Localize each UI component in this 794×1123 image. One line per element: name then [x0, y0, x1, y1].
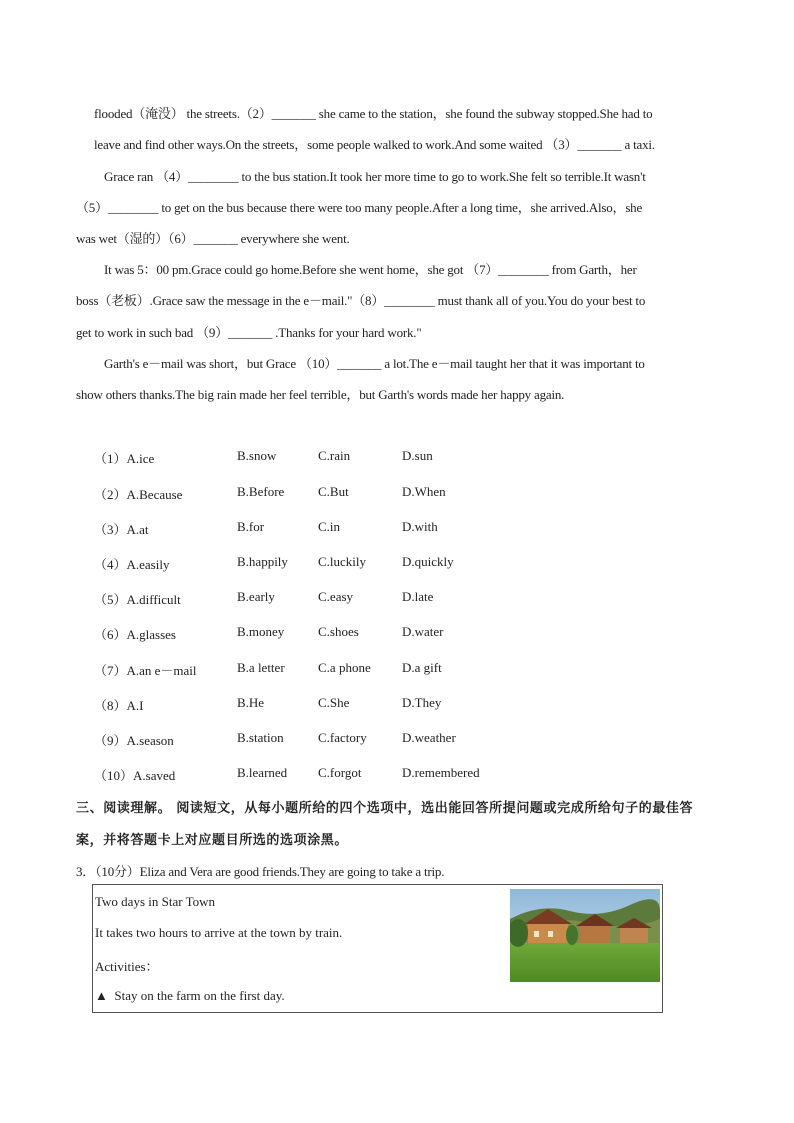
option-a: （8）A.I: [94, 698, 144, 713]
box-line: It takes two hours to arrive at the town by train.: [95, 925, 343, 940]
option-b: B.money: [237, 624, 285, 639]
option-b: B.a letter: [237, 660, 285, 675]
option-c: C.factory: [318, 730, 367, 745]
option-a: （5）A.difficult: [94, 592, 181, 607]
option-a: （4）A.easily: [94, 557, 170, 572]
option-a: （3）A.at: [94, 522, 149, 537]
option-d: D.with: [402, 519, 438, 534]
option-d: D.They: [402, 695, 442, 710]
option-b: B.early: [237, 589, 275, 604]
option-c: C.luckily: [318, 554, 367, 569]
option-a: （2）A.Because: [94, 487, 183, 502]
question-stem: 3．（10分）Eliza and Vera are good friends.They are going to take a trip.: [76, 864, 445, 879]
passage-line: （5）________ to get on the bus because there were too many people.After a long time，she arrived.Also，she: [76, 200, 643, 215]
option-a: （9）A.season: [94, 733, 174, 748]
option-d: D.remembered: [402, 765, 480, 780]
option-d: D.a gift: [402, 660, 442, 675]
passage-line: Garth's e－mail was short，but Grace （10）_______ a lot.The e－mail taught her that it was important to: [104, 356, 645, 371]
option-d: D.late: [402, 589, 434, 604]
option-b: B.He: [237, 695, 265, 710]
option-b: B.happily: [237, 554, 288, 569]
info-box: [92, 884, 663, 1013]
option-d: D.weather: [402, 730, 456, 745]
passage-line: It was 5：00 pm.Grace could go home.Before she went home，she got （7）________ from Garth，her: [104, 262, 637, 277]
option-c: C.a phone: [318, 660, 371, 675]
option-b: B.Before: [237, 484, 285, 499]
box-bullet-line: [95, 988, 285, 1004]
option-c: C.She: [318, 695, 350, 710]
farm-photo: [510, 889, 660, 982]
option-a: （10）A.saved: [94, 768, 176, 783]
option-d: D.sun: [402, 448, 433, 463]
option-a: （1）A.ice: [94, 451, 155, 466]
option-c: C.in: [318, 519, 341, 534]
passage-line: show others thanks.The big rain made her feel terrible，but Garth's words made her happy again.: [76, 387, 565, 402]
option-d: D.When: [402, 484, 446, 499]
option-a: （7）A.an e－mail: [94, 663, 197, 678]
passage-line: flooded（淹没） the streets.（2）_______ she came to the station，she found the subway stopped.She had to: [94, 106, 653, 121]
option-b: B.snow: [237, 448, 277, 463]
passage-line: leave and find other ways.On the streets，some people walked to work.And some waited （3）_______ a taxi.: [94, 137, 655, 152]
option-b: B.station: [237, 730, 284, 745]
option-a: （6）A.glasses: [94, 627, 176, 642]
passage-line: was wet（湿的）（6）_______ everywhere she went.: [76, 231, 350, 246]
option-c: C.easy: [318, 589, 354, 604]
option-b: B.for: [237, 519, 265, 534]
option-b: B.learned: [237, 765, 288, 780]
passage-line: boss（老板）.Grace saw the message in the e－mail."（8）________ must thank all of you.You do your best to: [76, 293, 646, 308]
box-bullet-text: Stay on the farm on the first day.: [114, 988, 285, 1003]
option-c: C.shoes: [318, 624, 359, 639]
box-line: Activities：: [95, 959, 159, 974]
box-title: Two days in Star Town: [95, 894, 215, 909]
option-d: D.quickly: [402, 554, 454, 569]
triangle-bullet-icon: ▲: [95, 988, 108, 1003]
section-heading-cont: 案，并将答题卡上对应题目所选的选项涂黑。: [76, 833, 349, 848]
passage-line: Grace ran （4）________ to the bus station.It took her more time to go to work.She felt so terrible.It wasn't: [104, 169, 646, 184]
passage-line: get to work in such bad （9）_______ .Thanks for your hard work.": [76, 325, 422, 340]
option-d: D.water: [402, 624, 444, 639]
section-heading: 三、阅读理解。 阅读短文，从每小题所给的四个选项中，选出能回答所提问题或完成所给句子的最佳答: [76, 801, 694, 816]
option-c: C.forgot: [318, 765, 362, 780]
option-c: C.But: [318, 484, 349, 499]
option-c: C.rain: [318, 448, 351, 463]
